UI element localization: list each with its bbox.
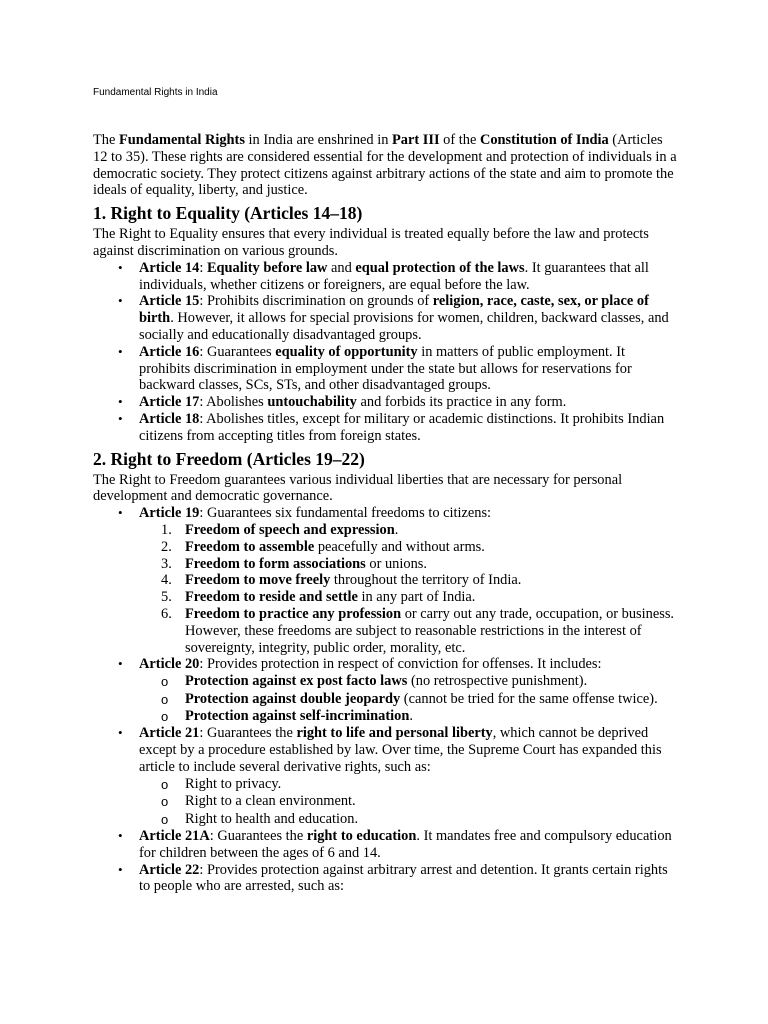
equality-intro: The Right to Equality ensures that every individual is treated equally before the law and protects against discrimination on various grounds.: [93, 226, 649, 259]
derivative-right-item: o Right to a clean environment.: [185, 793, 678, 810]
intro-paragraph: The Fundamental Rights in India are enshrined in Part III of the Constitution of India (Articles 12 to 35). These rights are considered essential for the development and protection of individuals in a democratic society. They protect citizens against arbitrary actions of the state and aim to promote the ideals of equality, liberty, and justice.: [93, 132, 677, 199]
list-item-article-14: • Article 14: Equality before law and equal protection of the laws. It guarantees that all individuals, whether citizens or foreigners, are equal before the law.: [139, 260, 678, 294]
protection-item: o Protection against ex post facto laws (no retrospective punishment).: [185, 673, 678, 690]
freedom-item: 4. Freedom to move freely throughout the territory of India.: [161, 572, 522, 589]
list-item-article-19: • Article 19: Guarantees six fundamental freedoms to citizens: 1. Freedom of speech and expression. 2. Freedom to assemble peacefully and without arms. 3. Freedom to form associations or unions. 4. Freedom to move freely throughout the territory of India. 5. Freedom to reside and settle in any part of India. 6. Freedom to practice any profession or carry out any trade, occupation, or business. However, these freedoms are subject to reasonable restrictions in the interest of sovereignty, integrity, public order, morality, etc.: [139, 505, 678, 656]
list-item-article-17: • Article 17: Abolishes untouchability and forbids its practice in any form.: [139, 394, 678, 411]
freedoms-numbered-list: [139, 522, 678, 656]
freedom-item: 5. Freedom to reside and settle in any part of India.: [161, 589, 476, 606]
equality-articles-list: [93, 260, 678, 445]
section-heading-equality: 1. Right to Equality (Articles 14–18): [93, 203, 363, 224]
list-item-article-21: • Article 21: Guarantees the right to life and personal liberty, which cannot be deprived except by a procedure established by law. Over time, the Supreme Court has expanded this article to include several derivative rights, such as: o Right to privacy. o Right to a clean environment. o Right to health and education.: [139, 725, 678, 828]
freedom-item: 3. Freedom to form associations or unions.: [161, 555, 427, 572]
protections-list: [139, 673, 678, 725]
freedom-intro: The Right to Freedom guarantees various individual liberties that are necessary for personal development and democratic governance.: [93, 471, 623, 505]
protection-item: o Protection against self-incrimination.: [185, 708, 678, 725]
list-item-article-15: • Article 15: Prohibits discrimination on grounds of religion, race, caste, sex, or place of birth. However, it allows for special provisions for women, children, backward classes, and socially and educationally disadvantaged groups.: [139, 293, 678, 343]
freedom-articles-list: [93, 505, 678, 895]
derivative-right-item: o Right to privacy.: [185, 776, 678, 793]
list-item-article-21a: • Article 21A: Guarantees the right to education. It mandates free and compulsory education for children between the ages of 6 and 14.: [139, 828, 678, 862]
protection-item: o Protection against double jeopardy (cannot be tried for the same offense twice).: [185, 691, 678, 708]
list-item-article-20: • Article 20: Provides protection in respect of conviction for offenses. It includes: o Protection against ex post facto laws (no retrospective punishment). o Protection against double jeopardy (cannot be tried for the same offense twice). o Protection against self-incrimination.: [139, 656, 678, 725]
freedom-item: 1. Freedom of speech and expression.: [161, 521, 399, 538]
freedom-item: 6. Freedom to practice any profession or carry out any trade, occupation, or business. However, these freedoms are subject to reasonable restrictions in the interest of sovereignty, integrity, public order, morality, etc.: [161, 605, 675, 656]
derivative-right-item: o Right to health and education.: [185, 811, 678, 828]
list-item-article-18: • Article 18: Abolishes titles, except for military or academic distinctions. It prohibits Indian citizens from accepting titles from foreign states.: [139, 411, 678, 445]
list-item-article-16: • Article 16: Guarantees equality of opportunity in matters of public employment. It prohibits discrimination in employment under the state but allows for reservations for backward classes, SCs, STs, and other disadvantaged groups.: [139, 344, 678, 394]
page-header: Fundamental Rights in India: [93, 87, 218, 98]
list-item-article-22: • Article 22: Provides protection against arbitrary arrest and detention. It grants certain rights to people who are arrested, such as:: [139, 862, 678, 896]
section-heading-freedom: 2. Right to Freedom (Articles 19–22): [93, 448, 365, 469]
derivative-rights-list: [139, 776, 678, 828]
freedom-item: 2. Freedom to assemble peacefully and without arms.: [161, 538, 485, 555]
document-body: [93, 132, 678, 895]
